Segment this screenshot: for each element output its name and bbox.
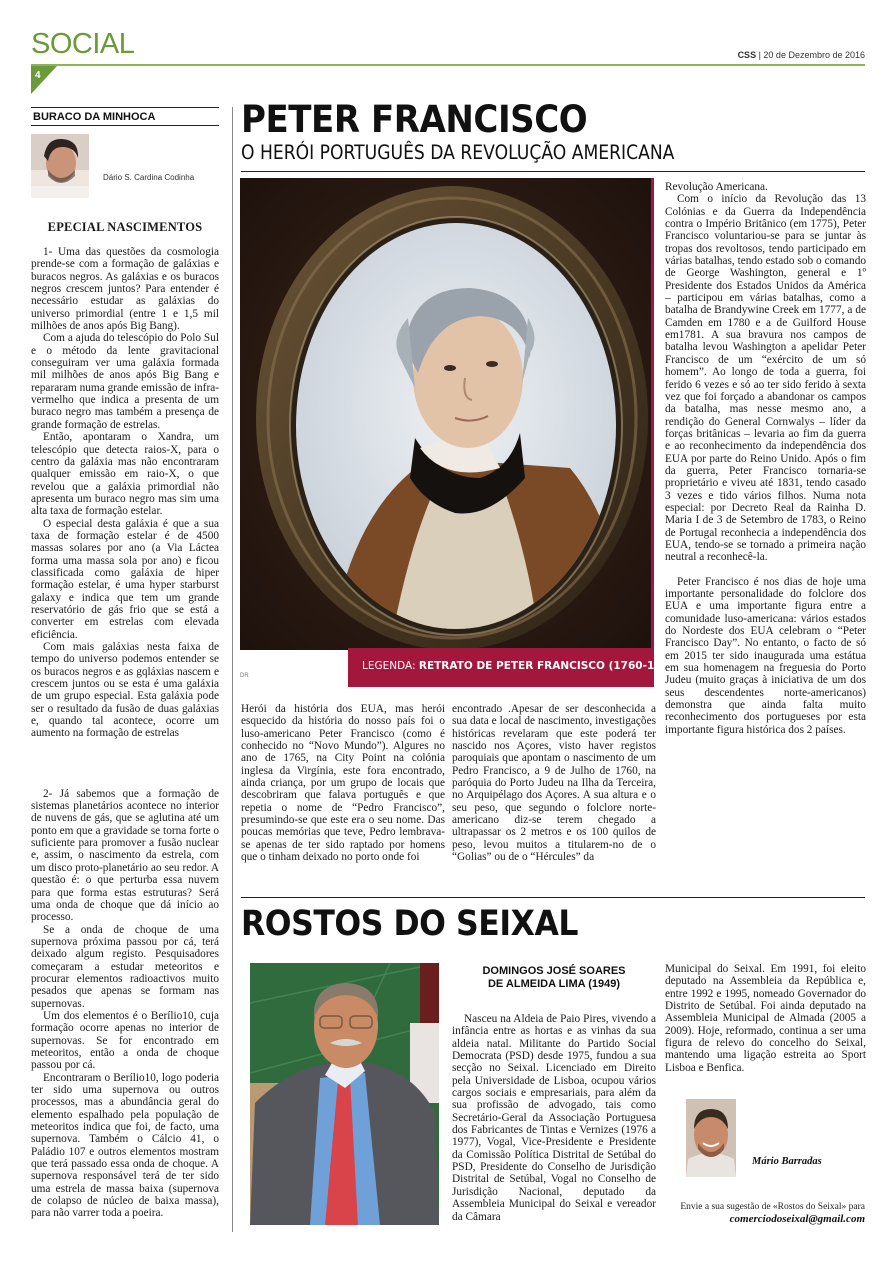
columnist-name: Mário Barradas [752, 1156, 822, 1167]
section-rule [241, 897, 865, 898]
profile-name-line-1: DOMINGOS JOSÉ SOARES [482, 965, 626, 977]
paragraph: Se a onda de choque de uma supernova próxima passou por cá, terá deixado algum registo. Pesquisadores começaram a estudar meteoritos e procurar elementos radioactivos muito pesados que apenas se formam nas supernovas. [31, 923, 219, 1010]
image-caption [348, 648, 681, 687]
publication-name: CSS [737, 50, 757, 60]
article-column-3 [665, 181, 866, 736]
column-body [31, 246, 219, 1220]
paragraph: 1- Uma das questões da cosmologia prende-se com a formação de galáxias e buracos negros. As galáxias e os buracos negros crescem juntos? Para entender é necessário estudar as galáxias do universo primordial (entre 1 e 1,5 mil milhões de anos após Big Bang). [31, 246, 219, 333]
suggestion-note [680, 1201, 865, 1225]
rostos-title: ROSTOS DO SEIXAL [241, 904, 578, 944]
paragraph: Nasceu na Aldeia de Paio Pires, vivendo a infância entre as hortas e as vinhas da sua aldeia natal. Militante do Partido Social Democrata (PSD) desde 1975, fundou a sua secção no Seixal. Licenciado em Direito pela Universidade de Lisboa, ocupou vários cargos sociais e empresariais, para além da sua profissão de advogado, tais como Secretário-Geral da Associação Portuguesa dos Fabricantes de Tintas e Vernizes (1976 a 1977), Vogal, Vice-Presidente e Presidente da Comissão Política Distrital de Setúbal do PSD, Presidente do Conselho de Jurisdição Distrital de Setúbal, Vogal no Conselho de Jurisdição Nacional, deputado da Assembleia Municipal do Seixal e vereador da Câmara [452, 1013, 656, 1223]
profile-name [452, 965, 656, 991]
meta-separator: | [756, 50, 764, 60]
kicker-rule-bottom [31, 125, 219, 126]
paragraph: Revolução Americana. [665, 181, 768, 193]
portrait-image [240, 178, 652, 650]
article-title: PETER FRANCISCO [241, 98, 588, 141]
article-column-2 [452, 703, 656, 863]
page-number: 4 [35, 70, 41, 81]
paragraph: Um dos elementos é o Berílio10, cuja formação ocorre apenas no interior de supernovas. Se for encontrado em meteoritos, então a onda de choque passou por cá. [31, 1009, 219, 1072]
photo-credit: DR [240, 673, 249, 679]
profile-bio-column-2 [665, 963, 866, 1074]
section-title: SOCIAL [31, 28, 135, 60]
profile-portrait [250, 963, 439, 1225]
paragraph: Com o início da Revolução das 13 Colónias e da Guerra da Independência contra o Império Britânico (em 1775), Peter Francisco voluntariou-se para se juntar às tropas dos revoltosos, tendo participado em várias batalhas, tendo estado sob o comando de George Washington, general e 1º Presidente dos Estados Unidos da América – participou em várias batalhas, como a batalha de Brandywine Creek em 1777, a de Camden em 1780 e a de Guilford House em1781. A sua bravura nos campos de batalha levou Washington a apelidar Peter Francisco de um “exército de um só homem”. Ao longo de toda a guerra, foi ferido 6 vezes e só ao ter sido ferido à sexta vez que foi forçado a abandonar os campos da batalha, mas nesse mesmo ano, a rendição do General Cornwalys – líder da forças britânicas – levaria ao fim da guerra e ao reconhecimento da independência dos EUA por parte do Reino Unido. Após o fim da guerra, Peter Francisco tornaria-se proprietário e viveu até 1831, tendo casado 3 vezes e tido vários filhos. Numa nota especial: por Decreto Real da Rainha D. Maria I de 3 de Setembro de 1783, o Reino de Portugal reconhecia a independência dos EUA, tendo-se se tornado a primeira nação neutral a reconhecê-la. [665, 193, 866, 564]
paragraph: encontrado .Apesar de ser desconhecida a sua data e local de nascimento, investigações históricas revelaram que este poderá ter nascido nos Açores, visto haver registos paroquiais que apontam o nascimento de um Pedro Francisco, a 9 de Julho de 1760, na paróquia do Porto Judeu na Ilha da Terceira, no Arquipélago dos Açores. A sua altura e o seu peso, que segundo o folclore norte-americano diz-se terem chegado a ultrapassar os 2 metros e os 100 quilos de peso, levou muitos a titularem-no de o “Golias” ou de o “Hércules” da [452, 703, 656, 864]
author-photo [31, 134, 89, 198]
paragraph: 2- Já sabemos que a formação de sistemas planetários acontece no interior de nuvens de gás, que se aglutina até um ponto em que a gravidade se torna forte o suficiente para promover a fusão nuclear e, assim, o nascimento da estrela, com um disco proto-planetário ao seu redor. A questão é: o que perturba essa nuvem para que forma estas estruturas? Será uma onda de choque que dá início ao processo. [31, 787, 219, 924]
paragraph: Com a ajuda do telescópio do Polo Sul e o método da lente gravitacional conseguiram ver uma galáxia formada mil milhões de anos após Big Bang e repararam numa grande emissão de infra-vermelho que indica a presenta de um buraco negro mas também a presença de grande formação de estrelas. [31, 332, 219, 431]
paragraph: Com mais galáxias nesta faixa de tempo do universo podemos entender se os buracos negros e as gqláxias nascem e crescem juntos ou se esta é uma galáxia de um grupo especial. Esta galáxia pode ser o resultado da fusão de duas galáxias e, quando tal acontece, ocorre um aumento na formação de estrelas [31, 641, 219, 740]
profile-name-line-2: DE ALMEIDA LIMA (1949) [487, 978, 620, 990]
issue-date: 20 de Dezembro de 2016 [763, 50, 865, 60]
article-column-1 [241, 703, 445, 863]
portrait-accent-border [651, 178, 654, 687]
portrait-painting [240, 178, 652, 650]
profile-photo [250, 963, 439, 1225]
paragraph: Então, apontaram o Xandra, um telescópio que detecta raios-X, para o centro da galáxia mas não encontraram qualquer emissão em raio-X, o que revelou que a galáxia primordial não apresenta um buraco negro mas sim uma alta taxa de formação estelar. [31, 431, 219, 518]
caption-text: RETRATO DE PETER FRANCISCO (1760-1831) [418, 660, 681, 672]
paragraph: O especial desta galáxia é que a sua taxa de formação estelar é de 4500 massas solares por ano (a Via Láctea forma uma massa sola por ano) e ficou classificada como galáxia de hiper formação estelar, é uma hyper starburst galaxy e indica que tem um grande reservatório de gás frio que se está a converter em estrelas com elevada eficiência. [31, 517, 219, 641]
page-number-tab [31, 66, 57, 94]
article-subtitle: O HERÓI PORTUGUÊS DA REVOLUÇÃO AMERICANA [241, 141, 675, 164]
profile-bio-column-1 [452, 1013, 656, 1223]
header-rule [31, 64, 865, 66]
suggestion-text: Envie a sua sugestão de «Rostos do Seixal» para [680, 1202, 865, 1212]
column-buraco-da-minhoca [31, 107, 219, 1220]
paragraph: Herói da história dos EUA, mas herói esquecido da história do nosso país foi o luso-americano Peter Francisco (como é conhecido no “Novo Mundo”). Algures no ano de 1765, na City Point na colónia inglesa da Virgínia, este fora encontrado, ainda criança, por um grupo de locais que descobriram que falava português e que repetia o nome de “Pedro Francisco”, presumindo-se que este era o seu nome. Das poucas memórias que teve, Pedro lembrava-se apenas de ter sido raptado por homens que o tinham deixado no porto onde foi [241, 703, 445, 864]
header-meta [738, 50, 865, 60]
article-title-rule [241, 171, 865, 172]
contact-email-link[interactable]: comerciodoseixal@gmail.com [729, 1213, 865, 1225]
paragraph: Encontraram o Berílio10, logo poderia ter sido uma supernova ou outros processos, mas a abundância geral do elemento espalhado pela população de meteoritos indica que foi, de facto, uma supernova. Também o Cálcio 41, o Paládio 107 e outros elementos mostram que terá passado essa onda de choque. A supernova responsável terá de ter sido uma estrela de massa baixa (supernova de colapso de núcleo de baixa massa), para não varrer toda a poeira. [31, 1071, 219, 1220]
caption-label: LEGENDA: [362, 660, 419, 672]
column-divider [232, 107, 233, 1232]
column-kicker: BURACO DA MINHOCA [33, 111, 156, 123]
author-byline [31, 134, 219, 198]
paragraph: Peter Francisco é nos dias de hoje uma importante personalidade do folclore dos EUA e uma importante figura entre a comunidade luso-americana: vários estados do Nordeste dos EUA celebram o “Peter Francisco Day”. No entanto, o facto de só em 2015 ter sido inaugurada uma estátua em sua homenagem na freguesia do Porto Judeu (muito graças à iniciativa de um dos seus descendentes norte-americanos) demonstra que ainda falta muito reconhecimento dos portugueses por esta importante figura histórica dos 2 países. [665, 575, 866, 736]
columnist-photo [686, 1099, 736, 1177]
author-name: Dário S. Cardina Codinha [103, 173, 195, 182]
paragraph: Municipal do Seixal. Em 1991, foi eleito deputado na Assembleia da República e, entre 1992 e 1995, nomeado Governador do Distrito de Setúbal. Foi ainda deputado na Assembleia Municipal de Almada (2005 a 2009). Hoje, reformado, continua a ser uma figura de relevo do concelho do Seixal, mantendo uma ligação estreita ao Sport Lisboa e Benfica. [665, 963, 866, 1074]
column-heading: EPECIAL NASCIMENTOS [47, 220, 203, 234]
columnist-portrait [686, 1099, 736, 1177]
